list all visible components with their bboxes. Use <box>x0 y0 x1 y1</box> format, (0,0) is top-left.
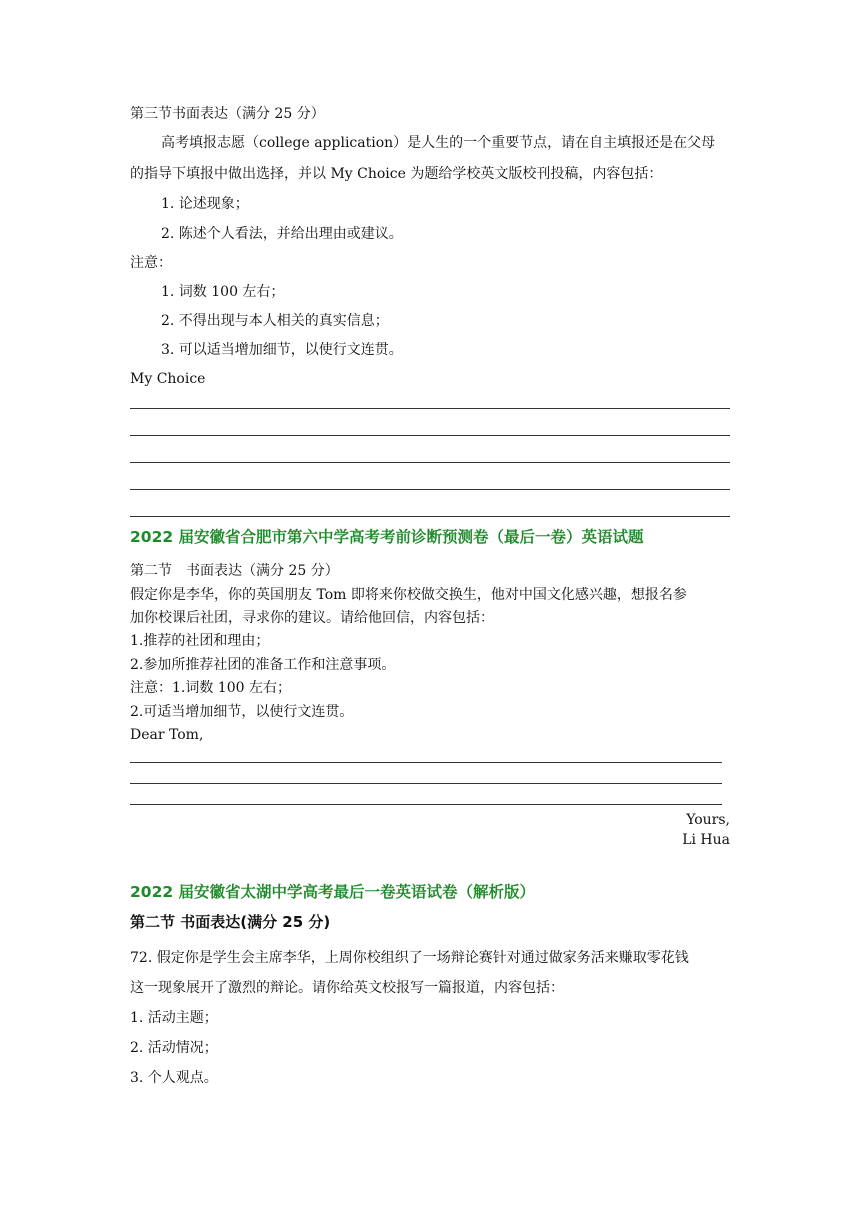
letter-signature: Li Hua <box>682 832 730 848</box>
section2-heading: 2022 届安徽省合肥市第六中学高考考前诊断预测卷（最后一卷）英语试题 <box>130 528 644 546</box>
section3-item-1: 1. 活动主题； <box>130 1010 218 1026</box>
section3-title: 第二节 书面表达(满分 25 分) <box>130 913 331 931</box>
section1-note-1: 1. 词数 100 左右； <box>161 284 285 300</box>
section1-note-label: 注意： <box>130 255 172 271</box>
section1-paragraph-line2: 的指导下填报中做出选择，并以 My Choice 为题给学校英文版校刊投稿，内容包括： <box>130 166 663 182</box>
section2-note-2: 2.可适当增加细节，以使行文连贯。 <box>130 704 354 720</box>
section1-essay-title: My Choice <box>130 371 206 387</box>
answer-line <box>130 783 722 784</box>
letter-closing: Yours, <box>686 812 730 828</box>
answer-line <box>130 408 730 409</box>
answer-line <box>130 435 730 436</box>
section2-note-1: 注意：1.词数 100 左右； <box>130 680 291 696</box>
section2-paragraph-line1: 假定你是李华，你的英国朋友 Tom 即将来你校做交换生，他对中国文化感兴趣，想报名参 <box>130 587 687 603</box>
section1-item-1: 1. 论述现象； <box>161 196 249 212</box>
section3-paragraph-line1: 72. 假定你是学生会主席李华，上周你校组织了一场辩论赛针对通过做家务活来赚取零花钱 <box>130 950 689 966</box>
section2-item-2: 2.参加所推荐社团的准备工作和注意事项。 <box>130 657 396 673</box>
section2-paragraph-line2: 加你校课后社团，寻求你的建议。请给他回信，内容包括： <box>130 610 494 626</box>
section3-item-2: 2. 活动情况； <box>130 1040 218 1056</box>
section1-title: 第三节书面表达（满分 25 分） <box>130 106 325 122</box>
section2-item-1: 1.推荐的社团和理由； <box>130 633 270 649</box>
section1-note-2: 2. 不得出现与本人相关的真实信息； <box>161 313 389 329</box>
section3-heading: 2022 届安徽省太湖中学高考最后一卷英语试卷（解析版） <box>130 883 536 901</box>
answer-line <box>130 489 730 490</box>
section2-salutation: Dear Tom, <box>130 727 204 743</box>
section1-item-2: 2. 陈述个人看法，并给出理由或建议。 <box>161 226 403 242</box>
answer-line <box>130 804 722 805</box>
section3-item-3: 3. 个人观点。 <box>130 1070 218 1086</box>
answer-line <box>130 462 730 463</box>
section1-paragraph-line1: 高考填报志愿（college application）是人生的一个重要节点，请在自主填报还是在父母 <box>161 135 716 151</box>
section3-paragraph-line2: 这一现象展开了激烈的辩论。请你给英文校报写一篇报道，内容包括： <box>130 980 564 996</box>
answer-line <box>130 762 722 763</box>
answer-line <box>130 516 730 517</box>
section2-title: 第二节 书面表达（满分 25 分） <box>130 563 339 579</box>
section1-note-3: 3. 可以适当增加细节，以使行文连贯。 <box>161 342 403 358</box>
